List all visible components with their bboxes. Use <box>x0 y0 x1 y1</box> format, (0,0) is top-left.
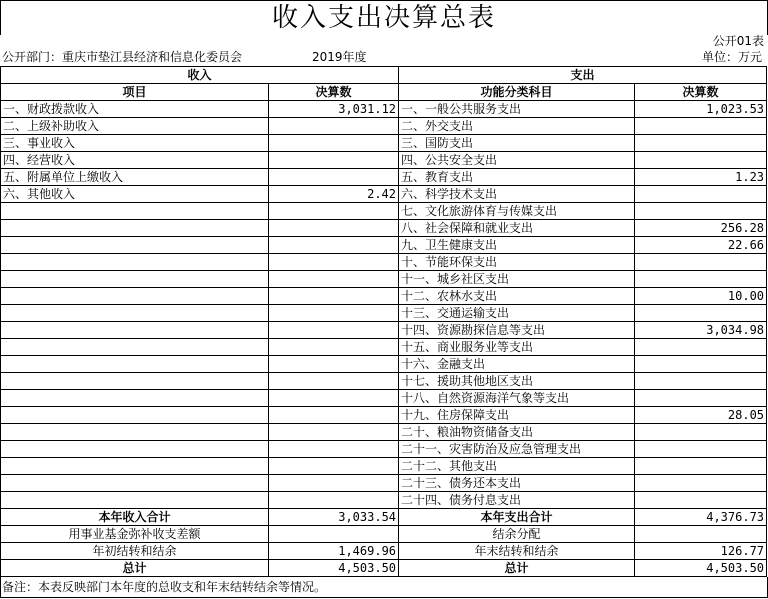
summary-row <box>1 526 767 543</box>
page-title: 收入支出决算总表 <box>0 0 768 35</box>
income-header: 收入 <box>1 67 399 84</box>
income-item <box>1 458 269 475</box>
summary-expense-label: 本年支出合计 <box>399 509 635 526</box>
income-amount <box>269 390 399 407</box>
summary-expense-amount: 4,376.73 <box>635 509 767 526</box>
income-item <box>1 390 269 407</box>
expense-item: 十五、商业服务业等支出 <box>399 339 635 356</box>
summary-expense-label: 年末结转和结余 <box>399 543 635 560</box>
expense-item: 二十四、债务付息支出 <box>399 492 635 509</box>
expense-header: 支出 <box>399 67 767 84</box>
expense-item: 七、文化旅游体育与传媒支出 <box>399 203 635 220</box>
income-item <box>1 220 269 237</box>
summary-income-label: 年初结转和结余 <box>1 543 269 560</box>
expense-item: 二十、粮油物资储备支出 <box>399 424 635 441</box>
income-amount: 2.42 <box>269 186 399 203</box>
summary-income-amount: 1,469.96 <box>269 543 399 560</box>
unit-label: 单位：万元 <box>701 50 762 64</box>
summary-income-amount: 4,503.50 <box>269 560 399 577</box>
summary-income-amount <box>269 526 399 543</box>
income-amount <box>269 475 399 492</box>
expense-item: 十九、住房保障支出 <box>399 407 635 424</box>
table-row <box>1 101 767 118</box>
expense-item: 二、外交支出 <box>399 118 635 135</box>
column-header-row <box>1 84 767 101</box>
income-item: 四、经营收入 <box>1 152 269 169</box>
income-item <box>1 356 269 373</box>
expense-item: 十、节能环保支出 <box>399 254 635 271</box>
income-amount <box>269 322 399 339</box>
income-item: 六、其他收入 <box>1 186 269 203</box>
expense-amount: 256.28 <box>635 220 767 237</box>
income-amount <box>269 492 399 509</box>
expense-item: 十三、交通运输支出 <box>399 305 635 322</box>
income-amount <box>269 118 399 135</box>
income-amount <box>269 288 399 305</box>
year-label: 2019年度 <box>312 50 367 64</box>
table-row <box>1 220 767 237</box>
income-amount <box>269 237 399 254</box>
income-amount <box>269 458 399 475</box>
table-row <box>1 254 767 271</box>
expense-item: 十一、城乡社区支出 <box>399 271 635 288</box>
income-item <box>1 271 269 288</box>
table-row <box>1 237 767 254</box>
income-item <box>1 237 269 254</box>
table-row <box>1 475 767 492</box>
income-item <box>1 475 269 492</box>
income-amount <box>269 305 399 322</box>
income-amount <box>269 135 399 152</box>
income-amount: 3,031.12 <box>269 101 399 118</box>
expense-amount: 10.00 <box>635 288 767 305</box>
income-item <box>1 373 269 390</box>
summary-expense-amount <box>635 526 767 543</box>
expense-item: 十二、农林水支出 <box>399 288 635 305</box>
expense-amount <box>635 271 767 288</box>
summary-row <box>1 560 767 577</box>
summary-expense-label: 总计 <box>399 560 635 577</box>
income-item: 一、财政拨款收入 <box>1 101 269 118</box>
summary-income-label: 总计 <box>1 560 269 577</box>
summary-expense-amount: 126.77 <box>635 543 767 560</box>
expense-item: 十四、资源勘探信息等支出 <box>399 322 635 339</box>
expense-amount <box>635 254 767 271</box>
table-row <box>1 339 767 356</box>
expense-amount <box>635 373 767 390</box>
summary-expense-label: 结余分配 <box>399 526 635 543</box>
table-row <box>1 407 767 424</box>
income-item <box>1 441 269 458</box>
table-row <box>1 169 767 186</box>
income-amount <box>269 339 399 356</box>
table-row <box>1 288 767 305</box>
expense-amount <box>635 118 767 135</box>
summary-expense-amount: 4,503.50 <box>635 560 767 577</box>
summary-income-label: 本年收入合计 <box>1 509 269 526</box>
table-row <box>1 118 767 135</box>
form-code: 公开01表 <box>712 34 764 48</box>
table-row <box>1 441 767 458</box>
income-item <box>1 254 269 271</box>
expense-amount: 28.05 <box>635 407 767 424</box>
col-amount2-header: 决算数 <box>635 84 767 101</box>
summary-income-label: 用事业基金弥补收支差额 <box>1 526 269 543</box>
expense-amount <box>635 390 767 407</box>
expense-amount <box>635 339 767 356</box>
expense-item: 二十一、灾害防治及应急管理支出 <box>399 441 635 458</box>
table-row <box>1 356 767 373</box>
expense-item: 十六、金融支出 <box>399 356 635 373</box>
income-item <box>1 407 269 424</box>
table-row <box>1 135 767 152</box>
income-amount <box>269 424 399 441</box>
expense-amount <box>635 441 767 458</box>
income-item <box>1 424 269 441</box>
table-note: 备注：本表反映部门本年度的总收支和年末结转结余等情况。 <box>2 580 327 594</box>
expense-amount <box>635 475 767 492</box>
expense-item: 四、公共安全支出 <box>399 152 635 169</box>
income-item: 三、事业收入 <box>1 135 269 152</box>
expense-amount: 1.23 <box>635 169 767 186</box>
expense-item: 十七、援助其他地区支出 <box>399 373 635 390</box>
expense-item: 二十二、其他支出 <box>399 458 635 475</box>
expense-amount <box>635 186 767 203</box>
summary-row <box>1 509 767 526</box>
income-item <box>1 322 269 339</box>
budget-table <box>0 66 767 577</box>
table-row <box>1 152 767 169</box>
table-row <box>1 271 767 288</box>
table-row <box>1 186 767 203</box>
expense-amount <box>635 152 767 169</box>
department-label: 公开部门：重庆市垫江县经济和信息化委员会 <box>2 50 243 64</box>
expense-amount <box>635 203 767 220</box>
expense-amount <box>635 424 767 441</box>
income-amount <box>269 220 399 237</box>
income-amount <box>269 203 399 220</box>
table-row <box>1 305 767 322</box>
income-amount <box>269 441 399 458</box>
expense-item: 二十三、债务还本支出 <box>399 475 635 492</box>
col-amount-header: 决算数 <box>269 84 399 101</box>
expense-amount <box>635 135 767 152</box>
expense-amount: 1,023.53 <box>635 101 767 118</box>
table-row <box>1 373 767 390</box>
expense-item: 九、卫生健康支出 <box>399 237 635 254</box>
expense-item: 十八、自然资源海洋气象等支出 <box>399 390 635 407</box>
income-amount <box>269 407 399 424</box>
table-row <box>1 424 767 441</box>
expense-amount: 3,034.98 <box>635 322 767 339</box>
col-item-header: 项目 <box>1 84 269 101</box>
table-row <box>1 390 767 407</box>
expense-item: 六、科学技术支出 <box>399 186 635 203</box>
income-amount <box>269 271 399 288</box>
summary-income-amount: 3,033.54 <box>269 509 399 526</box>
income-amount <box>269 152 399 169</box>
meta-row <box>0 49 766 65</box>
expense-amount <box>635 492 767 509</box>
expense-amount <box>635 458 767 475</box>
col-func-header: 功能分类科目 <box>399 84 635 101</box>
expense-item: 一、一般公共服务支出 <box>399 101 635 118</box>
expense-item: 三、国防支出 <box>399 135 635 152</box>
expense-item: 八、社会保障和就业支出 <box>399 220 635 237</box>
section-header-row <box>1 67 767 84</box>
table-row <box>1 458 767 475</box>
income-item: 五、附属单位上缴收入 <box>1 169 269 186</box>
expense-amount <box>635 356 767 373</box>
expense-amount: 22.66 <box>635 237 767 254</box>
income-item <box>1 492 269 509</box>
expense-item: 五、教育支出 <box>399 169 635 186</box>
summary-row <box>1 543 767 560</box>
table-row <box>1 492 767 509</box>
income-amount <box>269 254 399 271</box>
income-amount <box>269 373 399 390</box>
income-item <box>1 305 269 322</box>
expense-amount <box>635 305 767 322</box>
income-item <box>1 339 269 356</box>
income-amount <box>269 356 399 373</box>
table-row <box>1 203 767 220</box>
income-item <box>1 203 269 220</box>
table-row <box>1 322 767 339</box>
income-amount <box>269 169 399 186</box>
income-item <box>1 288 269 305</box>
income-item: 二、上级补助收入 <box>1 118 269 135</box>
